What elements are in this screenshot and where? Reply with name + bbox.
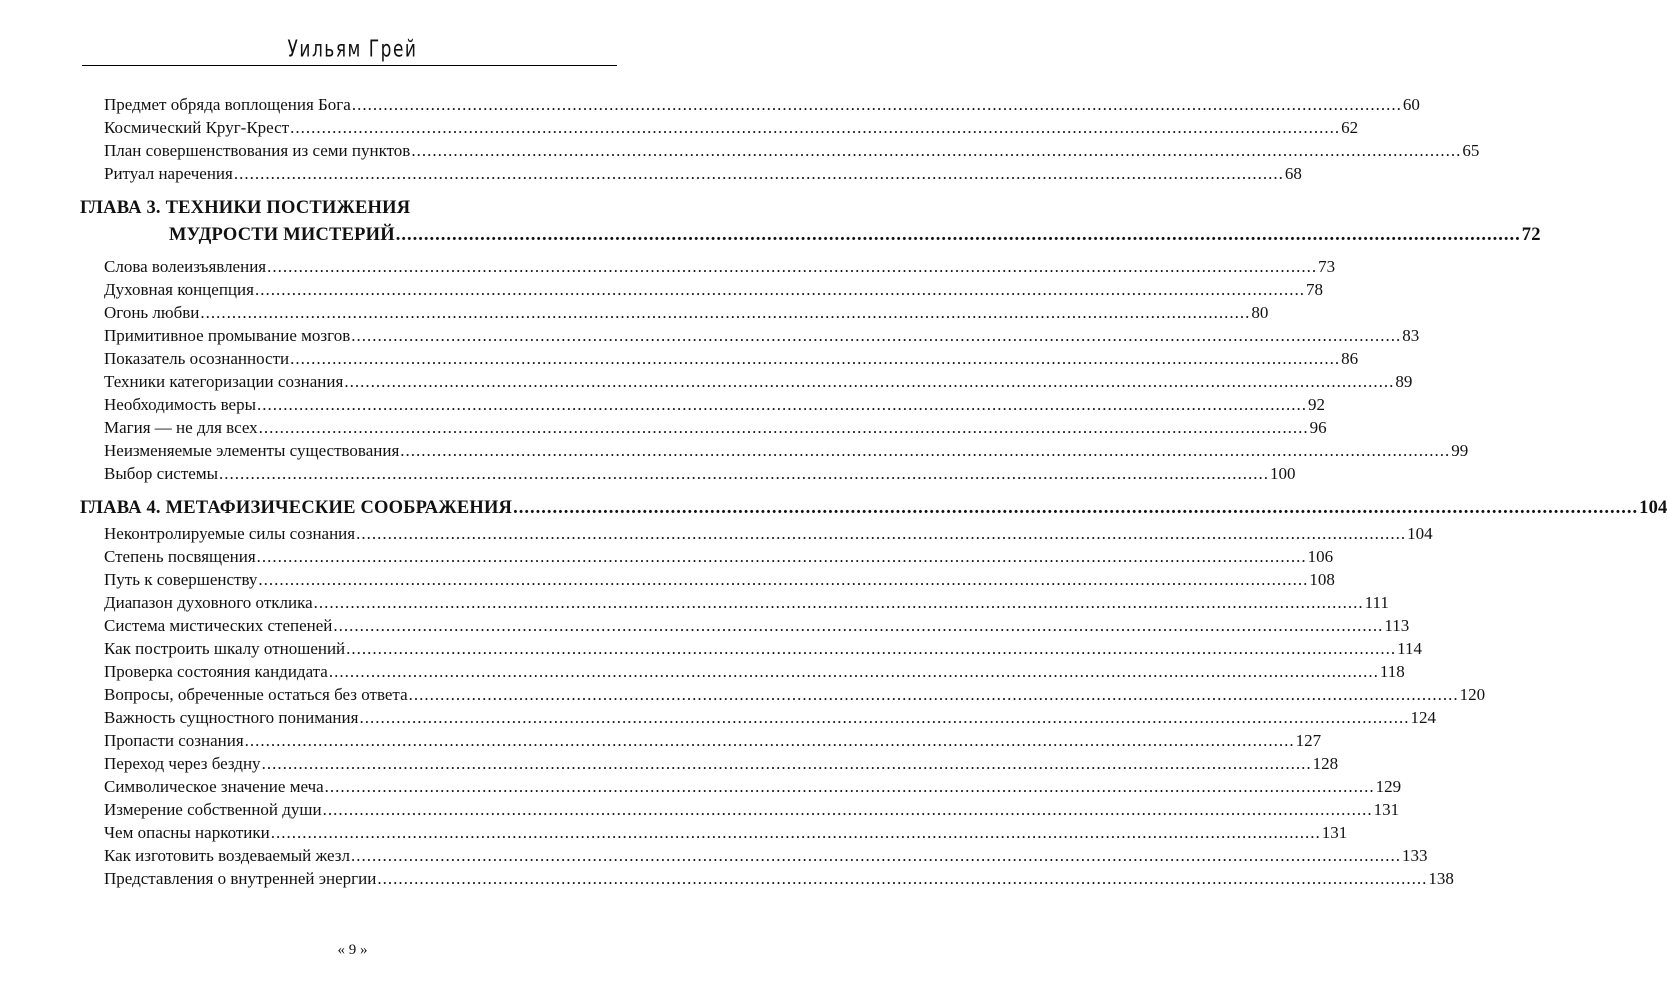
toc-entry-page: 131 xyxy=(1373,800,1400,819)
chapter-3-title-line2: МУДРОСТИ МИСТЕРИЙ xyxy=(169,225,395,245)
toc-entry xyxy=(104,522,1433,545)
toc-entry-title: Как изготовить воздеваемый жезл xyxy=(104,846,350,865)
toc-entry-page: 60 xyxy=(1402,95,1420,114)
toc-entry-page: 92 xyxy=(1308,395,1325,414)
toc-entry-page: 129 xyxy=(1375,777,1402,796)
toc-entry-title: Техники категоризации сознания xyxy=(104,372,344,391)
toc-entry-title: Переход через бездну xyxy=(104,754,261,773)
toc-entry-page: 100 xyxy=(1270,464,1296,483)
header-rule xyxy=(82,65,617,66)
toc-entry-title: План совершенствования из семи пунктов xyxy=(104,141,411,160)
leader-dots: ........................................................................................................................................................................................................ xyxy=(290,118,1341,137)
toc-entry-title: Духовная концепция xyxy=(104,280,254,299)
leader-dots: ........................................................................................................................................................................................................ xyxy=(408,685,1459,704)
toc-entry xyxy=(104,752,1339,775)
toc-entry-page: 114 xyxy=(1397,639,1423,658)
leader-dots: ........................................................................................................................................................................................................ xyxy=(333,616,1384,635)
toc-entry-title: Ритуал наречения xyxy=(104,164,233,183)
toc-entry-page: 108 xyxy=(1309,570,1335,589)
chapter-3-title-line1: ГЛАВА 3. ТЕХНИКИ ПОСТИЖЕНИЯ xyxy=(80,198,411,218)
toc-entry xyxy=(104,844,1428,867)
toc-entry-title: Необходимость веры xyxy=(104,395,256,414)
toc-entry-title: Путь к совершенству xyxy=(104,570,258,589)
toc-entry xyxy=(104,347,1359,370)
toc-entry-title: Система мистических степеней xyxy=(104,616,333,635)
toc-entry-page: 73 xyxy=(1318,257,1336,276)
toc-entry-page: 106 xyxy=(1307,547,1334,566)
toc-entry xyxy=(104,591,1389,614)
toc-entry-page: 118 xyxy=(1379,662,1405,681)
leader-dots: ........................................................................................................................................................................................................ xyxy=(257,395,1307,414)
toc-entry xyxy=(104,568,1335,591)
toc-entry-page: 104 xyxy=(1407,524,1433,543)
toc-entry-title: Неконтролируемые силы сознания xyxy=(104,524,356,543)
leader-dots: ........................................................................................................................................................................................................ xyxy=(400,441,1451,460)
chapter-3-heading xyxy=(0,195,1541,249)
leader-dots: ........................................................................................................................................................................................................ xyxy=(346,639,1397,658)
toc-entry-page: 68 xyxy=(1284,164,1302,183)
toc-entry xyxy=(104,660,1405,683)
leader-dots: ........................................................................................................................................................................................................ xyxy=(328,662,1379,681)
leader-dots: ........................................................................................................................................................................................................ xyxy=(395,225,1521,245)
toc-entry xyxy=(104,301,1269,324)
toc-entry-title: Диапазон духовного отклика xyxy=(104,593,313,612)
toc-entry xyxy=(104,416,1327,439)
toc-entry-page: 133 xyxy=(1401,846,1428,865)
toc-entry-title: Выбор системы xyxy=(104,464,219,483)
toc-entry-page: 83 xyxy=(1402,326,1420,345)
toc-entry-page: 96 xyxy=(1309,418,1327,437)
leader-dots: ........................................................................................................................................................................................................ xyxy=(322,800,1373,819)
toc-entry xyxy=(104,798,1400,821)
chapter-4-page: 104 xyxy=(1639,498,1667,518)
toc-entry xyxy=(104,706,1436,729)
toc-entry-title: Неизменяемые элементы существования xyxy=(104,441,400,460)
toc-entry xyxy=(104,439,1469,462)
toc-entry-page: 99 xyxy=(1451,441,1469,460)
toc-entry xyxy=(104,139,1480,162)
leader-dots: ........................................................................................................................................................................................................ xyxy=(256,547,1307,566)
leader-dots: ........................................................................................................................................................................................................ xyxy=(233,164,1284,183)
toc-entry-title: Представления о внутренней энергии xyxy=(104,869,377,888)
toc-entry xyxy=(104,614,1410,637)
leader-dots: ........................................................................................................................................................................................................ xyxy=(219,464,1270,483)
leader-dots: ........................................................................................................................................................................................................ xyxy=(377,869,1428,888)
toc-entry xyxy=(104,116,1359,139)
toc-entry xyxy=(104,775,1402,798)
toc-entry-title: Магия — не для всех xyxy=(104,418,258,437)
toc-entry xyxy=(104,278,1323,301)
leader-dots: ........................................................................................................................................................................................................ xyxy=(313,593,1364,612)
table-of-contents xyxy=(0,93,1667,890)
toc-entry-title: Космический Круг-Крест xyxy=(104,118,290,137)
toc-entry-title: Примитивное промывание мозгов xyxy=(104,326,351,345)
toc-entry xyxy=(104,324,1420,347)
toc-entry xyxy=(104,162,1302,185)
toc-entry xyxy=(104,637,1423,660)
toc-entry-page: 78 xyxy=(1305,280,1323,299)
toc-section-top xyxy=(0,93,1480,185)
chapter-3-title-row xyxy=(169,222,1541,249)
leader-dots: ........................................................................................................................................................................................................ xyxy=(261,754,1312,773)
chapter-4-title: ГЛАВА 4. МЕТАФИЗИЧЕСКИЕ СООБРАЖЕНИЯ xyxy=(80,498,513,518)
toc-entry xyxy=(104,545,1334,568)
toc-entry-title: Слова волеизъявления xyxy=(104,257,267,276)
running-head: Уильям Грей xyxy=(287,36,418,63)
toc-entry-title: Пропасти сознания xyxy=(104,731,244,750)
toc-entry xyxy=(104,729,1322,752)
chapter-3-entries xyxy=(0,255,1469,485)
leader-dots: ........................................................................................................................................................................................................ xyxy=(200,303,1251,322)
toc-entry-title: Важность сущностного понимания xyxy=(104,708,359,727)
toc-entry-page: 80 xyxy=(1251,303,1269,322)
leader-dots: ........................................................................................................................................................................................................ xyxy=(359,708,1410,727)
toc-entry-title: Проверка состояния кандидата xyxy=(104,662,328,681)
toc-entry xyxy=(104,683,1486,706)
toc-entry-page: 127 xyxy=(1295,731,1322,750)
toc-entry-page: 86 xyxy=(1341,349,1359,368)
toc-entry xyxy=(104,821,1348,844)
toc-entry-title: Чем опасны наркотики xyxy=(104,823,270,842)
toc-entry-page: 65 xyxy=(1462,141,1480,160)
leader-dots: ........................................................................................................................................................................................................ xyxy=(258,570,1309,589)
toc-entry-title: Степень посвящения xyxy=(104,547,256,566)
leader-dots: ........................................................................................................................................................................................................ xyxy=(324,777,1375,796)
toc-entry-title: Как построить шкалу отношений xyxy=(104,639,346,658)
leader-dots: ........................................................................................................................................................................................................ xyxy=(351,95,1402,114)
toc-entry-page: 111 xyxy=(1364,593,1389,612)
toc-entry-page: 131 xyxy=(1321,823,1348,842)
page-number: « 9 » xyxy=(337,942,368,958)
toc-entry-page: 124 xyxy=(1410,708,1436,727)
leader-dots: ........................................................................................................................................................................................................ xyxy=(411,141,1462,160)
toc-entry xyxy=(104,255,1336,278)
chapter-4-entries xyxy=(0,522,1486,890)
toc-entry-page: 62 xyxy=(1341,118,1359,137)
chapter-3-page: 72 xyxy=(1521,225,1541,245)
leader-dots: ........................................................................................................................................................................................................ xyxy=(356,524,1407,543)
toc-entry xyxy=(104,93,1420,116)
leader-dots: ........................................................................................................................................................................................................ xyxy=(344,372,1395,391)
toc-entry xyxy=(104,462,1296,485)
leader-dots: ........................................................................................................................................................................................................ xyxy=(290,349,1341,368)
toc-entry xyxy=(104,393,1325,416)
toc-entry-page: 89 xyxy=(1395,372,1413,391)
toc-entry-title: Символическое значение меча xyxy=(104,777,324,796)
leader-dots: ........................................................................................................................................................................................................ xyxy=(258,418,1309,437)
toc-entry-title: Измерение собственной души xyxy=(104,800,322,819)
toc-entry xyxy=(104,867,1454,890)
toc-entry-page: 120 xyxy=(1459,685,1486,704)
toc-entry-title: Показатель осознанности xyxy=(104,349,290,368)
toc-entry-page: 128 xyxy=(1312,754,1339,773)
chapter-4-heading xyxy=(0,495,1667,522)
toc-entry-page: 113 xyxy=(1384,616,1410,635)
toc-entry-page: 138 xyxy=(1428,869,1454,888)
leader-dots: ........................................................................................................................................................................................................ xyxy=(244,731,1295,750)
leader-dots: ........................................................................................................................................................................................................ xyxy=(351,326,1402,345)
toc-entry-title: Вопросы, обреченные остаться без ответа xyxy=(104,685,408,704)
leader-dots: ........................................................................................................................................................................................................ xyxy=(513,498,1639,518)
toc-entry-title: Огонь любви xyxy=(104,303,200,322)
toc-entry-title: Предмет обряда воплощения Бога xyxy=(104,95,351,114)
toc-entry xyxy=(104,370,1413,393)
leader-dots: ........................................................................................................................................................................................................ xyxy=(267,257,1318,276)
leader-dots: ........................................................................................................................................................................................................ xyxy=(270,823,1321,842)
leader-dots: ........................................................................................................................................................................................................ xyxy=(350,846,1401,865)
leader-dots: ........................................................................................................................................................................................................ xyxy=(254,280,1305,299)
chapter-4-title-row xyxy=(80,495,1667,522)
